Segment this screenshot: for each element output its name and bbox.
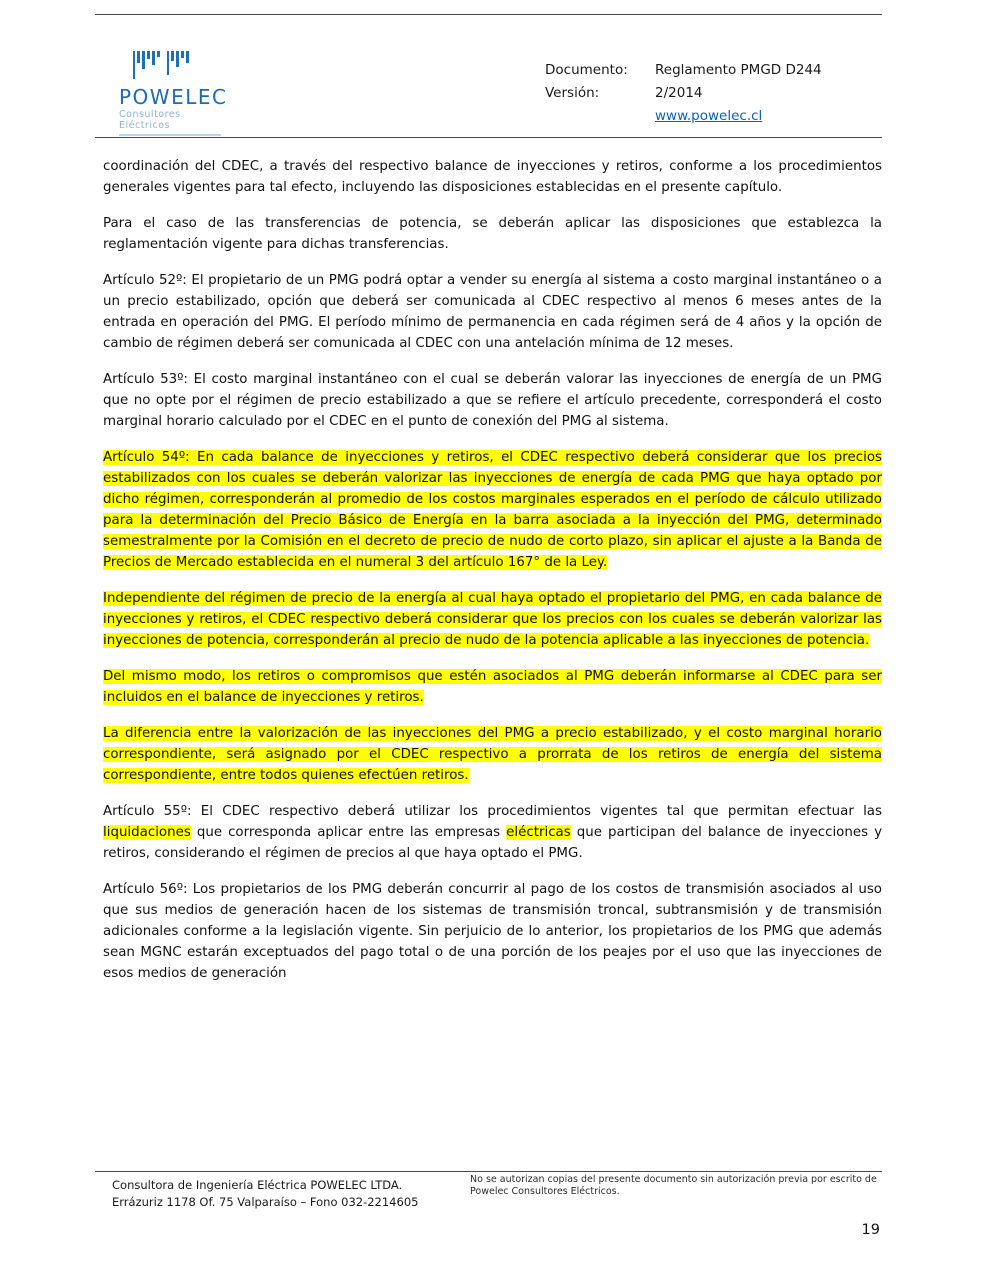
version-value: 2/2014 (655, 85, 703, 101)
highlighted-text: La diferencia entre la valorización de las inyecciones del PMG a precio estabilizado, y el costo marginal horario correspondiente, será asignado por el CDEC respectivo a prorrata de los retiros de energía del sistema correspondiente, entre todos quienes efectúen retiros. (103, 726, 882, 783)
document-info (545, 59, 822, 128)
document-value: Reglamento PMGD D244 (655, 62, 822, 78)
paragraph-text: Artículo 55º: El CDEC respectivo deberá utilizar los procedimientos vigentes tal que permitan efectuar las (103, 804, 882, 819)
paragraph-text: coordinación del CDEC, a través del respectivo balance de inyecciones y retiros, conforme a los procedimientos generales vigentes para tal efecto, incluyendo las disposiciones establecidas en el presente capítulo. (103, 159, 882, 195)
paragraph-text: que participan del balance de inyecciones y retiros, considerando el régimen de precios al que haya optado el PMG. (103, 825, 882, 861)
logo-subtitle: Consultores Eléctricos (119, 109, 221, 136)
paragraph-text: que corresponda aplicar entre las empresas (190, 825, 507, 840)
paragraph-8 (103, 723, 882, 786)
powelec-waveform-icon (133, 51, 269, 81)
paragraph-text: Para el caso de las transferencias de potencia, se deberán aplicar las disposiciones que establezca la reglamentación vigente para dichas transferencias. (103, 216, 882, 252)
version-label: Versión: (545, 85, 600, 101)
paragraph-2 (103, 213, 882, 255)
footer-company-info (112, 1177, 418, 1211)
paragraph-3 (103, 270, 882, 354)
footer-copyright-notice: No se autorizan copias del presente documento sin autorización previa por escrito de Powelec Consultores Eléctricos. (470, 1174, 877, 1197)
highlighted-text: liquidaciones (103, 825, 191, 840)
footer-company-name: Consultora de Ingeniería Eléctrica POWELEC LTDA. (112, 1178, 403, 1192)
website-row (545, 105, 822, 128)
highlighted-text: Artículo 54º: En cada balance de inyecciones y retiros, el CDEC respectivo deberá considerar que los precios estabilizados con los cuales se deberán valorizar las inyecciones de energía de cada PMG que haya optado por dicho régimen, corresponderán al promedio de los costos marginales esperados en el período de cálculo utilizado para la determinación del Precio Básico de Energía en la barra asociada a la inyección del PMG, determinado semestralmente por la Comisión en el decreto de precio de nudo de corto plazo, sin aplicar el ajuste a la Banda de Precios de Mercado establecida en el numeral 3 del artículo 167° de la Ley. (103, 450, 882, 570)
paragraph-7 (103, 666, 882, 708)
paragraph-4 (103, 369, 882, 432)
document-body (103, 156, 882, 999)
website-link[interactable]: www.powelec.cl (655, 108, 763, 124)
highlighted-text: eléctricas (506, 825, 571, 840)
highlighted-text: Del mismo modo, los retiros o compromisos que estén asociados al PMG deberán informarse al CDEC para ser incluidos en el balance de inyecciones y retiros. (103, 669, 882, 705)
document-header (95, 14, 882, 138)
footer-divider (95, 1171, 882, 1172)
version-info-row (545, 82, 822, 105)
page-number: 19 (861, 1222, 880, 1238)
document-info-row (545, 59, 822, 82)
paragraph-9 (103, 801, 882, 864)
footer-company-address: Errázuriz 1178 Of. 75 Valparaíso – Fono 032-2214605 (112, 1195, 419, 1209)
paragraph-10 (103, 879, 882, 984)
paragraph-text: Artículo 53º: El costo marginal instantáneo con el cual se deberán valorar las inyecciones de energía de un PMG que no opte por el régimen de precio estabilizado a que se refiere el artículo precedente, corresponderá el costo marginal horario calculado por el CDEC en el punto de conexión del PMG al sistema. (103, 372, 882, 429)
paragraph-5 (103, 447, 882, 573)
paragraph-1 (103, 156, 882, 198)
logo-name: POWELEC (119, 85, 228, 109)
highlighted-text: Independiente del régimen de precio de la energía al cual haya optado el propietario del PMG, en cada balance de inyecciones y retiros, el CDEC respectivo deberá considerar que los precios con los cuales se deberán valorizar las inyecciones de potencia, corresponderán al precio de nudo de la potencia aplicable a las inyecciones de potencia. (103, 591, 882, 648)
paragraph-text: Artículo 52º: El propietario de un PMG podrá optar a vender su energía al sistema a costo marginal instantáneo o a un precio estabilizado, opción que deberá ser comunicada al CDEC respectivo al menos 6 meses antes de la entrada en operación del PMG. El período mínimo de permanencia en cada régimen será de 4 años y la opción de cambio de régimen deberá ser comunicada al CDEC con una antelación mínima de 12 meses. (103, 273, 882, 351)
powelec-logo (119, 51, 269, 136)
document-label: Documento: (545, 62, 628, 78)
paragraph-6 (103, 588, 882, 651)
paragraph-text: Artículo 56º: Los propietarios de los PMG deberán concurrir al pago de los costos de transmisión asociados al uso que sus medios de generación hacen de los sistemas de transmisión troncal, subtransmisión y de transmisión adicionales conforme a la legislación vigente. Sin perjuicio de lo anterior, los propietarios de los PMG que además sean MGNC estarán exceptuados del pago total o de una porción de los peajes por el uso que las inyecciones de esos medios de generación (103, 882, 882, 981)
